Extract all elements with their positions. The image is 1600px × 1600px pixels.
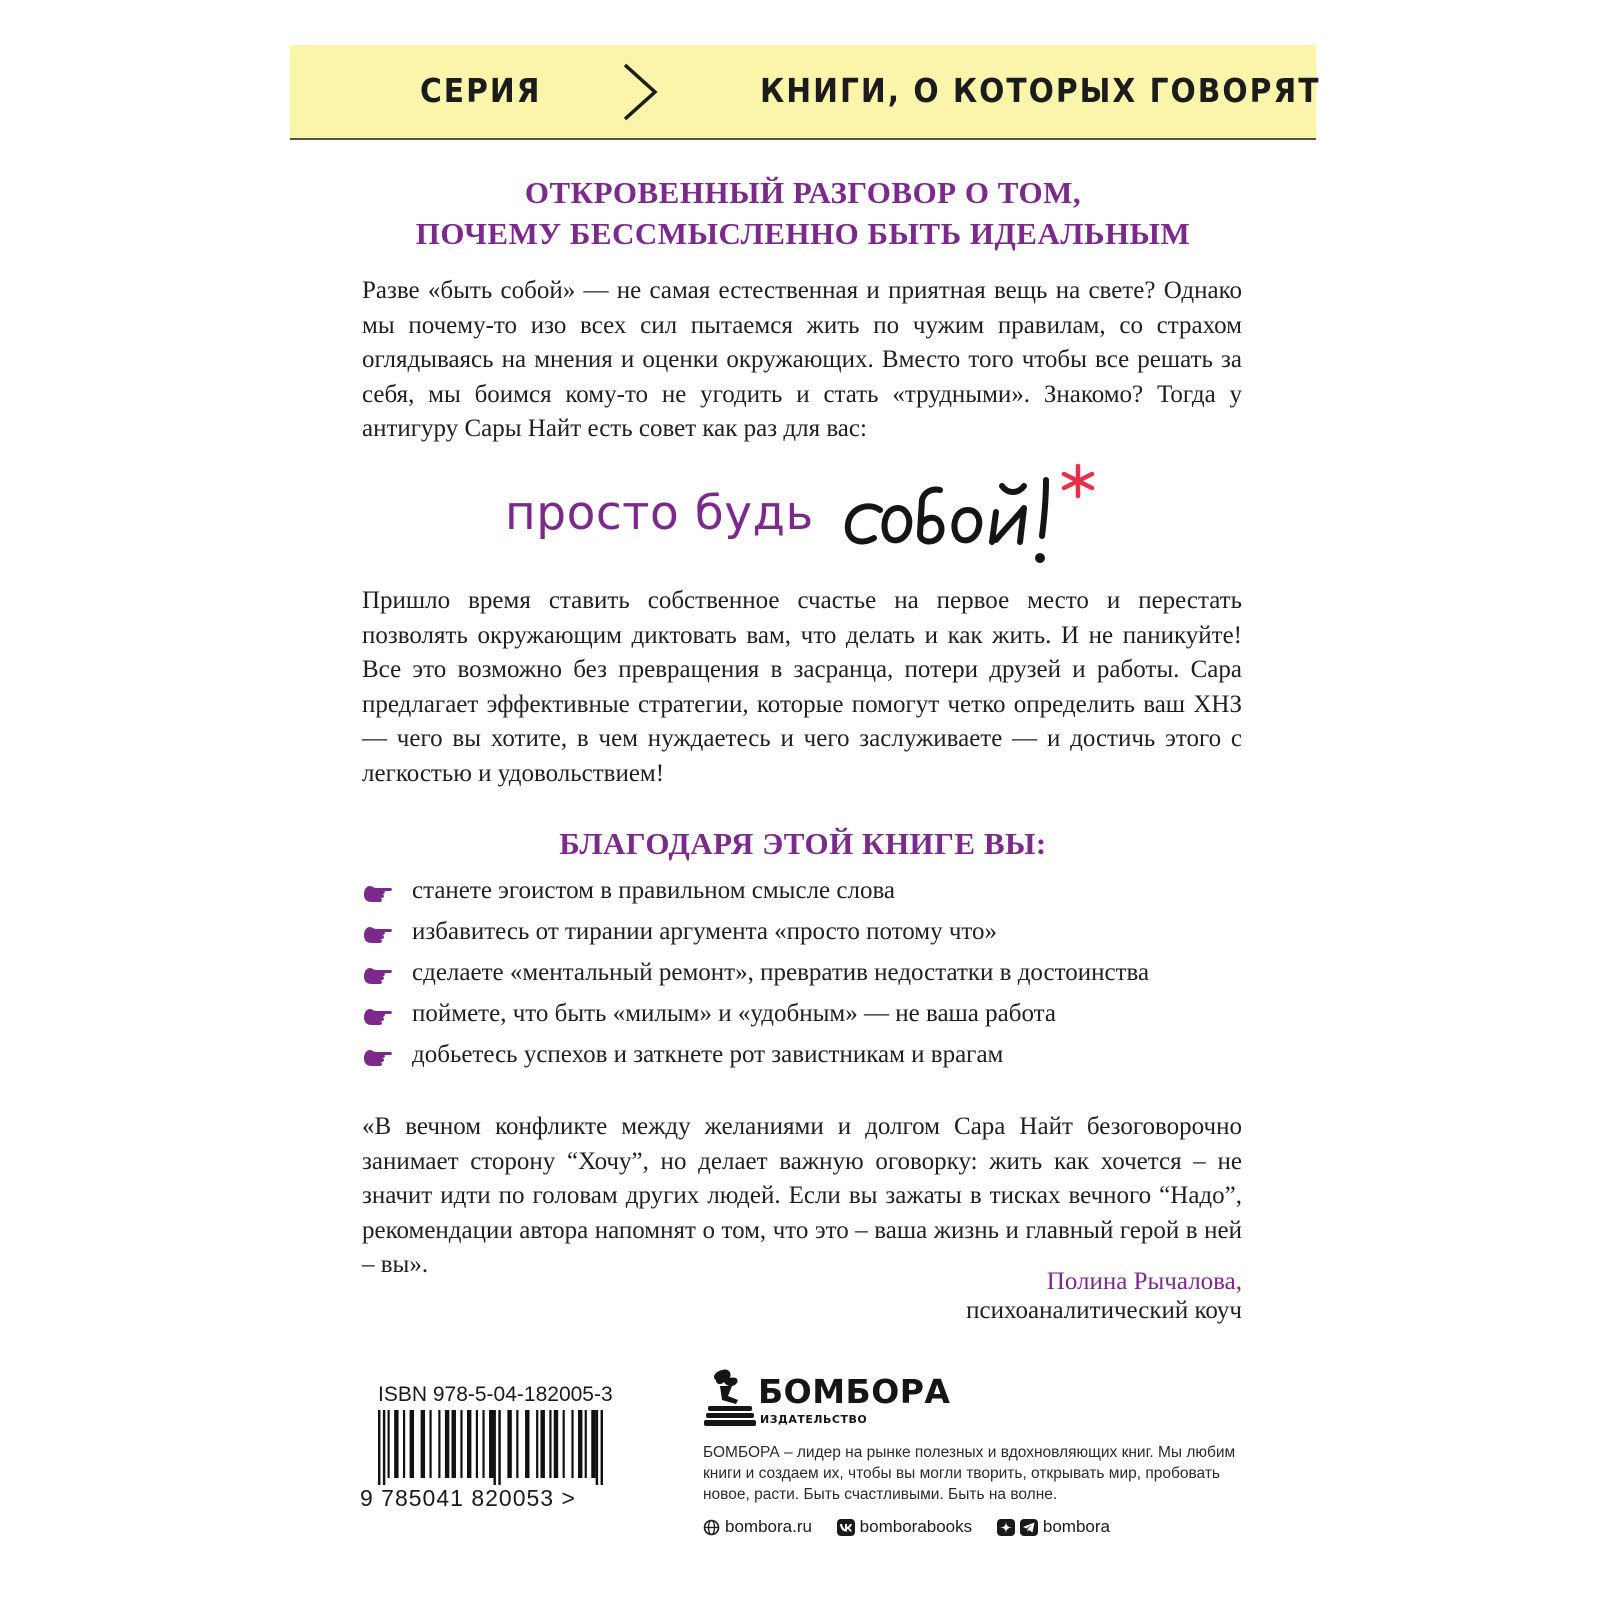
isbn-label: ISBN 978-5-04-182005-3 bbox=[378, 1383, 613, 1406]
social-link[interactable] bbox=[997, 1517, 1110, 1537]
benefit-text: добьетесь успехов и заткнете рот завистникам и врагам bbox=[412, 1041, 1004, 1068]
intro-paragraph: Разве «быть собой» — не самая естественная и приятная вещь на свете? Однако мы почему-то изо всех сил пытаемся жить по чужим правилам, со страхом оглядываясь на мнения и оценки окружающих. Вместо того чтобы все решать за себя, мы боимся кому-то не угодить и стать «трудными». Знакомо? Тогда у антигуру Сары Найт есть совет как раз для вас: bbox=[362, 277, 1242, 442]
body-paragraph: Пришло время ставить собственное счастье на первое место и перестать позволять окружающим диктовать вам, что делать и как жить. И не паникуйте! Все это возможно без превращения в засранца, потери друзей и работы. Сара предлагает эффективные стратегии, которые помогут четко определить ваш ХНЗ — чего вы хотите, в чем нуждаетесь и чего заслуживаете — и достичь этого с легкостью и удовольствием! bbox=[362, 587, 1242, 787]
benefit-text: сделаете «ментальный ремонт», превратив недостатки в достоинства bbox=[412, 959, 1150, 986]
publisher-subtitle: ИЗДАТЕЛЬСТВО bbox=[760, 1413, 868, 1426]
social-label: bombora bbox=[1042, 1517, 1110, 1536]
headline-line: ОТКРОВЕННЫЙ РАЗГОВОР О ТОМ, bbox=[524, 175, 1082, 210]
author-name: Полина Рычалова, bbox=[1046, 1268, 1242, 1295]
series-label: СЕРИЯ bbox=[420, 71, 542, 110]
vk-icon bbox=[837, 1519, 855, 1536]
globe-icon bbox=[703, 1519, 720, 1536]
pointing-hand-icon bbox=[362, 964, 392, 988]
quote-author bbox=[966, 1267, 1242, 1325]
list-item bbox=[362, 918, 1262, 959]
series-name: КНИГИ, О КОТОРЫХ ГОВОРЯТ bbox=[760, 71, 1321, 110]
bombora-logo-icon bbox=[702, 1368, 762, 1428]
tagline-script-word bbox=[840, 462, 1110, 572]
barcode bbox=[378, 1410, 603, 1485]
barcode-digits: 9 785041 820053 > bbox=[360, 1485, 576, 1511]
pointing-hand-icon bbox=[362, 882, 392, 906]
asterisk-icon bbox=[1064, 466, 1092, 496]
chevron-right-icon bbox=[615, 61, 665, 123]
social-label: bomborabooks bbox=[859, 1517, 973, 1536]
pointing-hand-icon bbox=[362, 1046, 392, 1070]
list-item bbox=[362, 959, 1262, 1000]
benefit-text: поймете, что быть «милым» и «удобным» — не ваша работа bbox=[412, 1000, 1056, 1027]
benefits-list bbox=[362, 877, 1262, 1082]
pointing-hand-icon bbox=[362, 1005, 392, 1029]
list-item bbox=[362, 877, 1262, 918]
list-item bbox=[362, 1041, 1262, 1082]
publisher-description: БОМБОРА – лидер на рынке полезных и вдохновляющих книг. Мы любим книги и создаем их, чтобы вы могли творить, открывать мир, пробовать новое, расти. Быть счастливыми. Быть на волне. bbox=[703, 1444, 1236, 1503]
social-link[interactable] bbox=[837, 1517, 972, 1537]
benefit-text: избавитесь от тирании аргумента «просто потому что» bbox=[412, 918, 998, 945]
list-item bbox=[362, 1000, 1262, 1041]
social-label: bombora.ru bbox=[725, 1517, 812, 1536]
social-links bbox=[703, 1517, 1130, 1541]
headline bbox=[290, 172, 1316, 254]
exclamation-dot bbox=[1035, 553, 1045, 563]
series-banner bbox=[290, 45, 1321, 140]
benefits-title: БЛАГОДАРЯ ЭТОЙ КНИГЕ ВЫ: bbox=[559, 826, 1047, 861]
headline-line: ПОЧЕМУ БЕССМЫСЛЕННО БЫТЬ ИДЕАЛЬНЫМ bbox=[415, 216, 1191, 251]
benefit-text: станете эгоистом в правильном смысле слова bbox=[412, 877, 896, 904]
publisher-name: БОМБОРА bbox=[758, 1372, 951, 1411]
dzen-icon bbox=[997, 1519, 1015, 1536]
tagline-lead: просто будь bbox=[505, 486, 814, 541]
social-link[interactable] bbox=[703, 1517, 812, 1537]
telegram-icon bbox=[1020, 1519, 1038, 1536]
author-role: психоаналитический коуч bbox=[966, 1297, 1242, 1324]
review-quote: «В вечном конфликте между желаниями и долгом Сара Найт безоговорочно занимает сторону “Хочу”, но делает важную оговорку: жить как хочется – не значит идти по головам других людей. Если вы зажаты в тисках вечного “Надо”, рекомендации автора напомнят о том, что это – ваша жизнь и главный герой в ней – вы». bbox=[362, 1113, 1242, 1278]
pointing-hand-icon bbox=[362, 923, 392, 947]
